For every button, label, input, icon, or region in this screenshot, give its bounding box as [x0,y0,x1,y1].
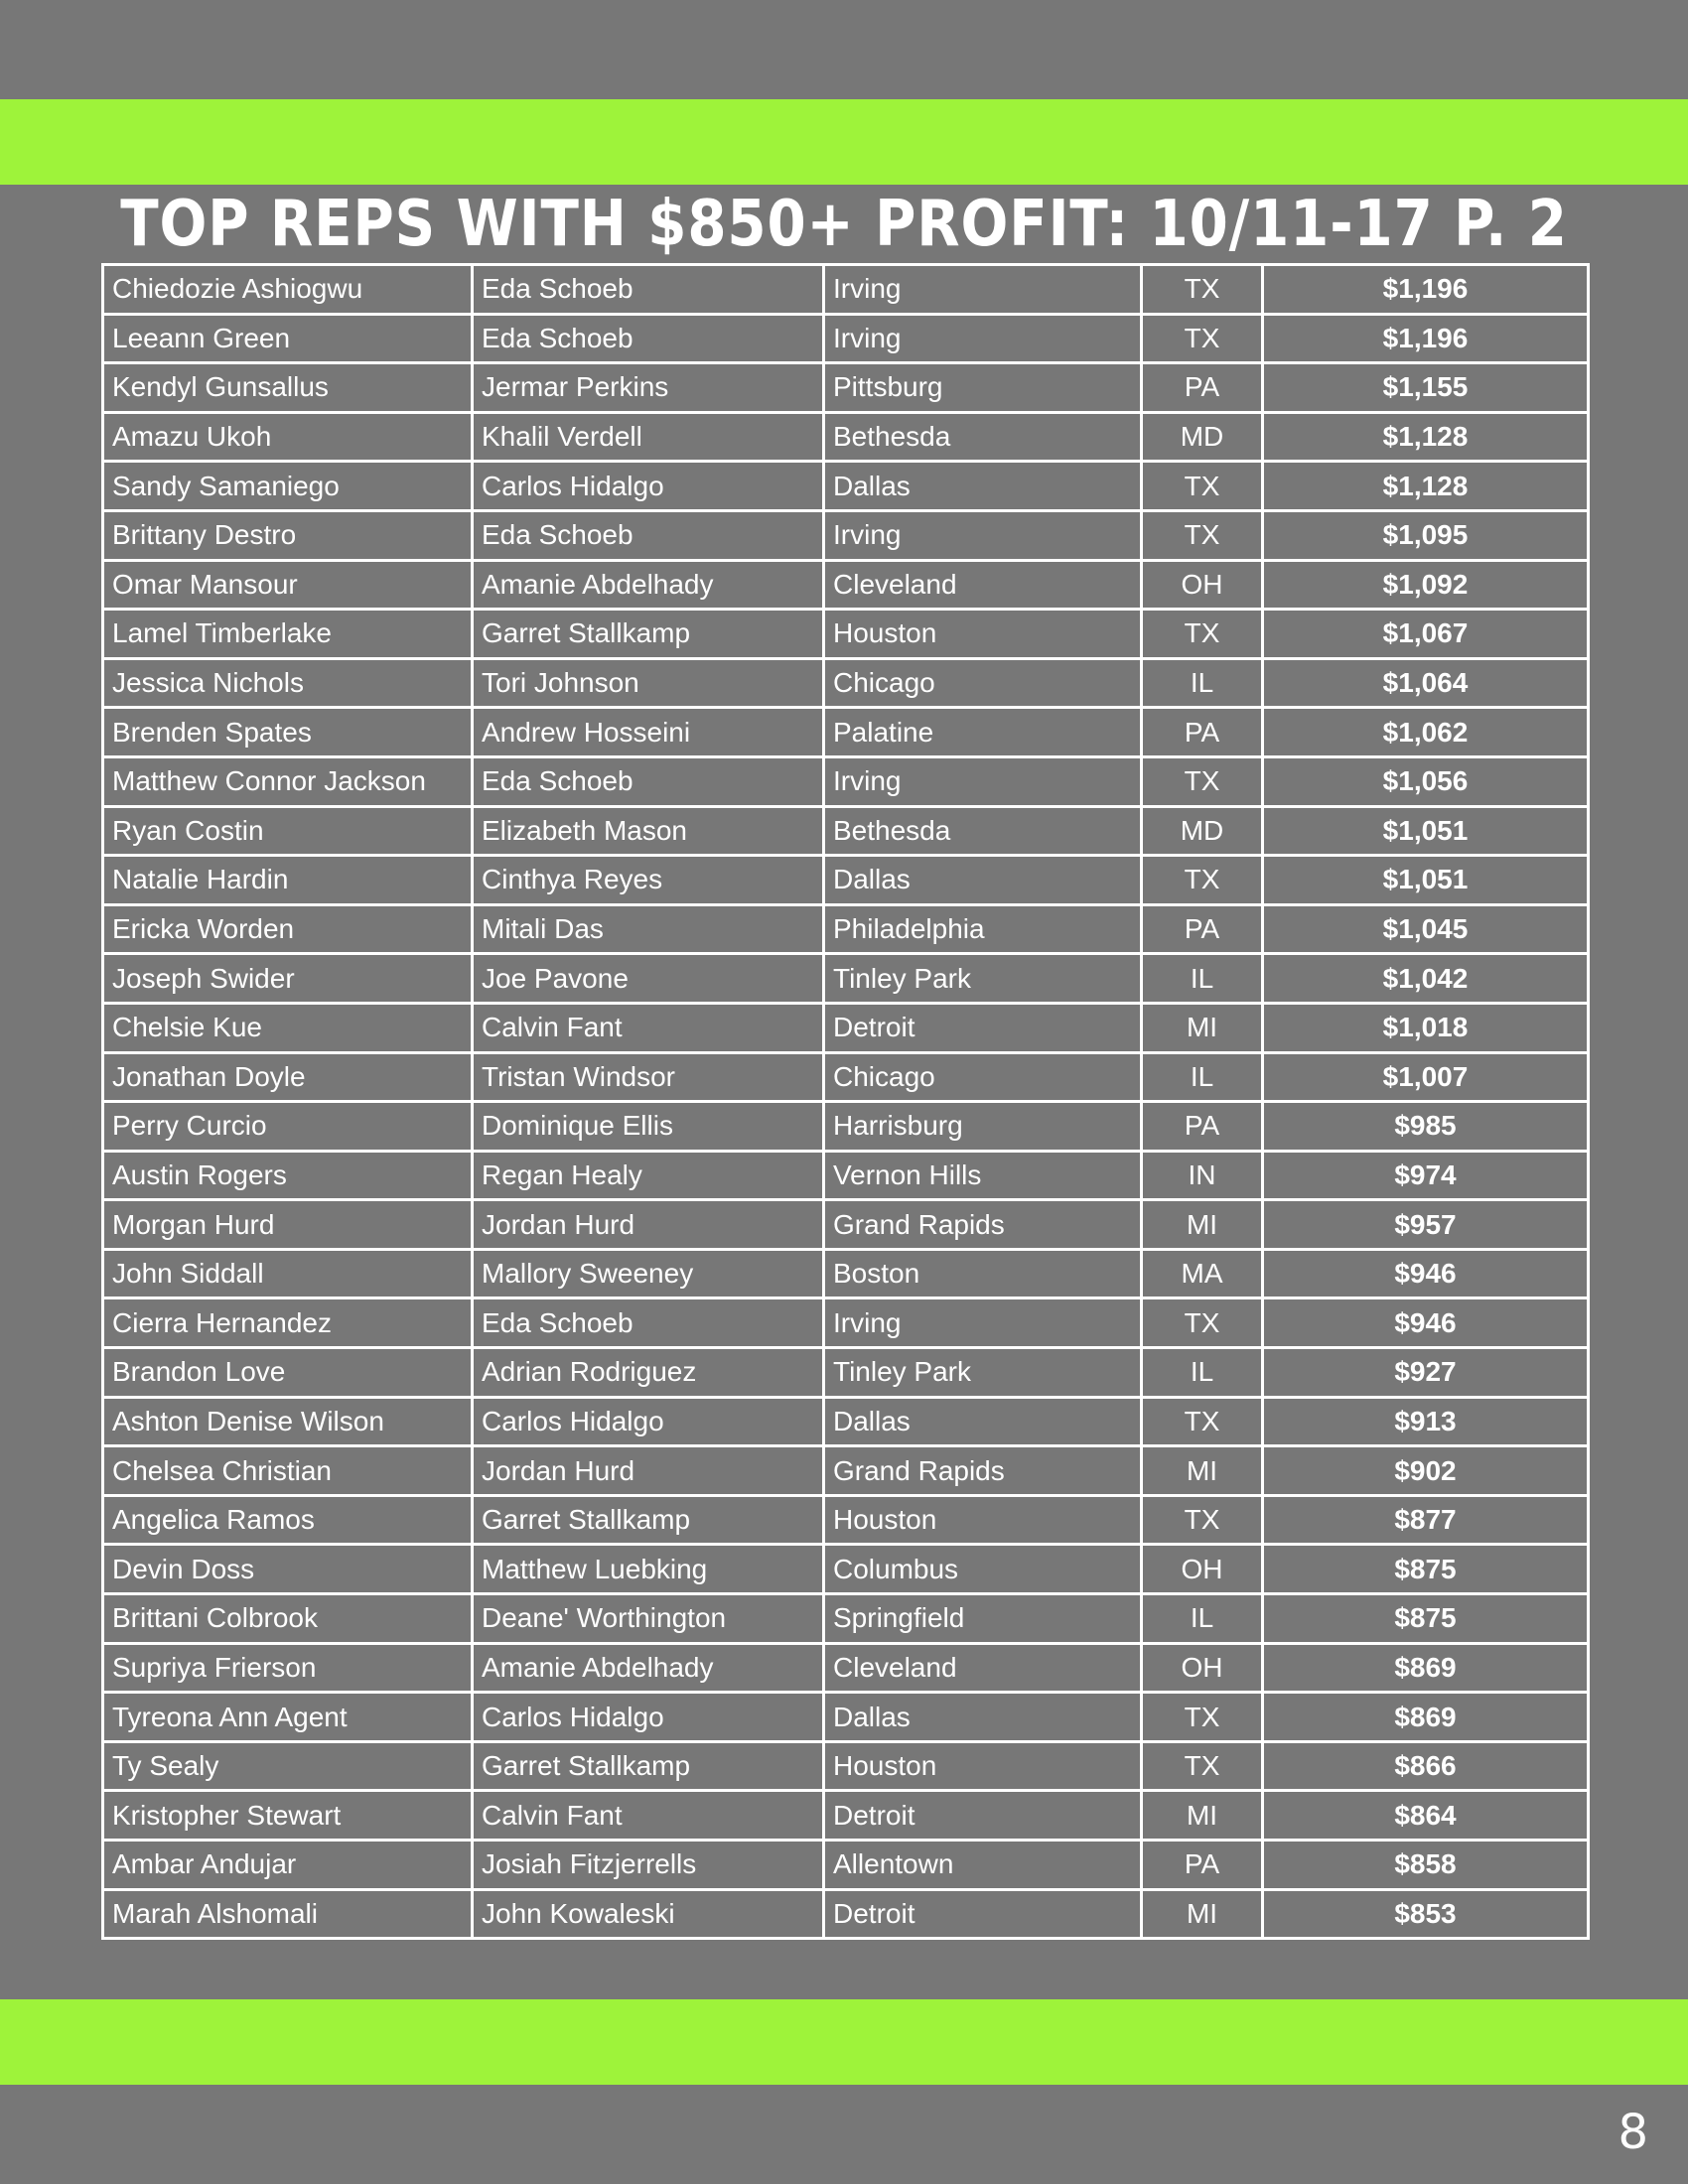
table-row [103,1545,1589,1594]
table-row [103,1348,1589,1398]
profit-cell: $869 [1263,1643,1589,1693]
city-cell: Pittsburg [824,363,1142,413]
manager-name-cell: Cinthya Reyes [473,856,824,905]
manager-name-cell: Tristan Windsor [473,1052,824,1102]
city-cell: Grand Rapids [824,1200,1142,1250]
table-row [103,1693,1589,1742]
profit-cell: $1,062 [1263,708,1589,757]
rep-name-cell: Tyreona Ann Agent [103,1693,473,1742]
state-cell: TX [1142,610,1263,659]
rep-name-cell: Chiedozie Ashiogwu [103,265,473,315]
table-row [103,510,1589,560]
state-cell: TX [1142,462,1263,511]
table-row [103,1003,1589,1052]
state-cell: TX [1142,1741,1263,1791]
profit-cell: $877 [1263,1495,1589,1545]
table-row [103,363,1589,413]
profit-cell: $1,042 [1263,954,1589,1004]
rep-name-cell: Austin Rogers [103,1151,473,1200]
city-cell: Harrisburg [824,1102,1142,1152]
manager-name-cell: Matthew Luebking [473,1545,824,1594]
rep-name-cell: Lamel Timberlake [103,610,473,659]
profit-cell: $974 [1263,1151,1589,1200]
rep-name-cell: Sandy Samaniego [103,462,473,511]
table-row [103,1052,1589,1102]
state-cell: TX [1142,1298,1263,1348]
profit-cell: $858 [1263,1841,1589,1890]
state-cell: OH [1142,1545,1263,1594]
city-cell: Cleveland [824,560,1142,610]
table-row [103,1643,1589,1693]
state-cell: TX [1142,1693,1263,1742]
city-cell: Allentown [824,1841,1142,1890]
manager-name-cell: Eda Schoeb [473,314,824,363]
manager-name-cell: Garret Stallkamp [473,1741,824,1791]
table-row [103,1102,1589,1152]
state-cell: PA [1142,363,1263,413]
state-cell: MI [1142,1003,1263,1052]
manager-name-cell: Joe Pavone [473,954,824,1004]
profit-cell: $1,064 [1263,658,1589,708]
rep-name-cell: Angelica Ramos [103,1495,473,1545]
table-row [103,1495,1589,1545]
state-cell: PA [1142,708,1263,757]
rep-name-cell: Ty Sealy [103,1741,473,1791]
manager-name-cell: Dominique Ellis [473,1102,824,1152]
state-cell: MA [1142,1249,1263,1298]
state-cell: MI [1142,1791,1263,1841]
state-cell: OH [1142,560,1263,610]
state-cell: MI [1142,1200,1263,1250]
bottom-accent-band [0,1999,1688,2085]
table-row [103,462,1589,511]
manager-name-cell: Carlos Hidalgo [473,1693,824,1742]
manager-name-cell: Tori Johnson [473,658,824,708]
city-cell: Tinley Park [824,954,1142,1004]
table-row [103,658,1589,708]
rep-name-cell: Morgan Hurd [103,1200,473,1250]
table-row [103,756,1589,806]
profit-cell: $985 [1263,1102,1589,1152]
table-row [103,904,1589,954]
manager-name-cell: Amanie Abdelhady [473,1643,824,1693]
rep-name-cell: Kendyl Gunsallus [103,363,473,413]
city-cell: Chicago [824,658,1142,708]
city-cell: Grand Rapids [824,1446,1142,1496]
rep-name-cell: Brittany Destro [103,510,473,560]
manager-name-cell: Calvin Fant [473,1791,824,1841]
profit-cell: $1,128 [1263,412,1589,462]
profit-cell: $875 [1263,1545,1589,1594]
profit-cell: $902 [1263,1446,1589,1496]
manager-name-cell: Eda Schoeb [473,510,824,560]
manager-name-cell: Eda Schoeb [473,1298,824,1348]
manager-name-cell: Amanie Abdelhady [473,560,824,610]
page-number: 8 [1618,2105,1648,2160]
state-cell: OH [1142,1643,1263,1693]
state-cell: MI [1142,1446,1263,1496]
manager-name-cell: Eda Schoeb [473,265,824,315]
rep-name-cell: Natalie Hardin [103,856,473,905]
table-row [103,1200,1589,1250]
city-cell: Irving [824,265,1142,315]
rep-name-cell: Leeann Green [103,314,473,363]
manager-name-cell: Josiah Fitzjerrells [473,1841,824,1890]
state-cell: TX [1142,756,1263,806]
table-row [103,1791,1589,1841]
profit-cell: $1,196 [1263,314,1589,363]
city-cell: Vernon Hills [824,1151,1142,1200]
city-cell: Houston [824,1741,1142,1791]
rep-name-cell: Kristopher Stewart [103,1791,473,1841]
city-cell: Bethesda [824,412,1142,462]
city-cell: Philadelphia [824,904,1142,954]
table-row [103,610,1589,659]
profit-cell: $1,067 [1263,610,1589,659]
manager-name-cell: Carlos Hidalgo [473,462,824,511]
rep-name-cell: Omar Mansour [103,560,473,610]
table-row [103,1889,1589,1939]
table-row [103,954,1589,1004]
profit-cell: $1,128 [1263,462,1589,511]
profit-cell: $1,092 [1263,560,1589,610]
rep-name-cell: Devin Doss [103,1545,473,1594]
manager-name-cell: Jordan Hurd [473,1446,824,1496]
rep-name-cell: Perry Curcio [103,1102,473,1152]
state-cell: IL [1142,1052,1263,1102]
table-row [103,1594,1589,1644]
city-cell: Irving [824,314,1142,363]
table-row [103,412,1589,462]
rep-name-cell: Supriya Frierson [103,1643,473,1693]
state-cell: MI [1142,1889,1263,1939]
state-cell: IL [1142,658,1263,708]
manager-name-cell: John Kowaleski [473,1889,824,1939]
rep-name-cell: Jessica Nichols [103,658,473,708]
rep-name-cell: Chelsea Christian [103,1446,473,1496]
city-cell: Springfield [824,1594,1142,1644]
rep-name-cell: Matthew Connor Jackson [103,756,473,806]
table-row [103,560,1589,610]
profit-cell: $875 [1263,1594,1589,1644]
rep-name-cell: Brenden Spates [103,708,473,757]
city-cell: Dallas [824,1397,1142,1446]
city-cell: Houston [824,1495,1142,1545]
state-cell: TX [1142,1397,1263,1446]
rep-name-cell: Marah Alshomali [103,1889,473,1939]
city-cell: Bethesda [824,806,1142,856]
manager-name-cell: Garret Stallkamp [473,1495,824,1545]
city-cell: Dallas [824,856,1142,905]
state-cell: TX [1142,856,1263,905]
rep-name-cell: Chelsie Kue [103,1003,473,1052]
table-row [103,1446,1589,1496]
table-row [103,314,1589,363]
profit-cell: $864 [1263,1791,1589,1841]
city-cell: Columbus [824,1545,1142,1594]
state-cell: PA [1142,904,1263,954]
manager-name-cell: Khalil Verdell [473,412,824,462]
profit-cell: $866 [1263,1741,1589,1791]
table-row [103,265,1589,315]
state-cell: TX [1142,265,1263,315]
manager-name-cell: Regan Healy [473,1151,824,1200]
manager-name-cell: Jermar Perkins [473,363,824,413]
city-cell: Irving [824,510,1142,560]
city-cell: Dallas [824,1693,1142,1742]
state-cell: IL [1142,1594,1263,1644]
profit-cell: $1,196 [1263,265,1589,315]
state-cell: PA [1142,1102,1263,1152]
manager-name-cell: Carlos Hidalgo [473,1397,824,1446]
profit-cell: $853 [1263,1889,1589,1939]
rep-name-cell: Brandon Love [103,1348,473,1398]
state-cell: TX [1142,510,1263,560]
profit-cell: $957 [1263,1200,1589,1250]
city-cell: Irving [824,756,1142,806]
state-cell: MD [1142,806,1263,856]
profit-cell: $869 [1263,1693,1589,1742]
profit-cell: $1,007 [1263,1052,1589,1102]
rep-name-cell: Ambar Andujar [103,1841,473,1890]
rep-name-cell: Amazu Ukoh [103,412,473,462]
top-accent-band [0,99,1688,185]
state-cell: TX [1142,314,1263,363]
profit-cell: $913 [1263,1397,1589,1446]
manager-name-cell: Adrian Rodriguez [473,1348,824,1398]
rep-name-cell: Joseph Swider [103,954,473,1004]
rep-name-cell: Ryan Costin [103,806,473,856]
manager-name-cell: Andrew Hosseini [473,708,824,757]
table-row [103,806,1589,856]
state-cell: PA [1142,1841,1263,1890]
manager-name-cell: Deane' Worthington [473,1594,824,1644]
city-cell: Boston [824,1249,1142,1298]
table-body [103,265,1589,1939]
top-reps-table [101,263,1590,1940]
state-cell: TX [1142,1495,1263,1545]
manager-name-cell: Eda Schoeb [473,756,824,806]
table-row [103,1741,1589,1791]
table-row [103,1841,1589,1890]
profit-cell: $1,045 [1263,904,1589,954]
profit-cell: $1,018 [1263,1003,1589,1052]
manager-name-cell: Garret Stallkamp [473,610,824,659]
profit-cell: $1,056 [1263,756,1589,806]
rep-name-cell: Ericka Worden [103,904,473,954]
city-cell: Chicago [824,1052,1142,1102]
table-row [103,708,1589,757]
city-cell: Irving [824,1298,1142,1348]
profit-cell: $946 [1263,1298,1589,1348]
manager-name-cell: Mallory Sweeney [473,1249,824,1298]
manager-name-cell: Elizabeth Mason [473,806,824,856]
manager-name-cell: Calvin Fant [473,1003,824,1052]
city-cell: Tinley Park [824,1348,1142,1398]
state-cell: IN [1142,1151,1263,1200]
state-cell: MD [1142,412,1263,462]
table-row [103,1397,1589,1446]
page-title: TOP REPS WITH $850+ PROFIT: 10/11-17 P. 2 [120,188,1568,261]
manager-name-cell: Jordan Hurd [473,1200,824,1250]
table-row [103,856,1589,905]
rep-name-cell: Brittani Colbrook [103,1594,473,1644]
city-cell: Cleveland [824,1643,1142,1693]
table-row [103,1298,1589,1348]
table-row [103,1249,1589,1298]
city-cell: Dallas [824,462,1142,511]
rep-name-cell: John Siddall [103,1249,473,1298]
rep-name-cell: Ashton Denise Wilson [103,1397,473,1446]
city-cell: Detroit [824,1003,1142,1052]
profit-cell: $946 [1263,1249,1589,1298]
city-cell: Detroit [824,1889,1142,1939]
city-cell: Palatine [824,708,1142,757]
profit-cell: $1,155 [1263,363,1589,413]
rep-name-cell: Cierra Hernandez [103,1298,473,1348]
rep-name-cell: Jonathan Doyle [103,1052,473,1102]
state-cell: IL [1142,954,1263,1004]
state-cell: IL [1142,1348,1263,1398]
table-row [103,1151,1589,1200]
profit-cell: $927 [1263,1348,1589,1398]
city-cell: Houston [824,610,1142,659]
manager-name-cell: Mitali Das [473,904,824,954]
profit-cell: $1,051 [1263,856,1589,905]
city-cell: Detroit [824,1791,1142,1841]
profit-cell: $1,051 [1263,806,1589,856]
profit-cell: $1,095 [1263,510,1589,560]
